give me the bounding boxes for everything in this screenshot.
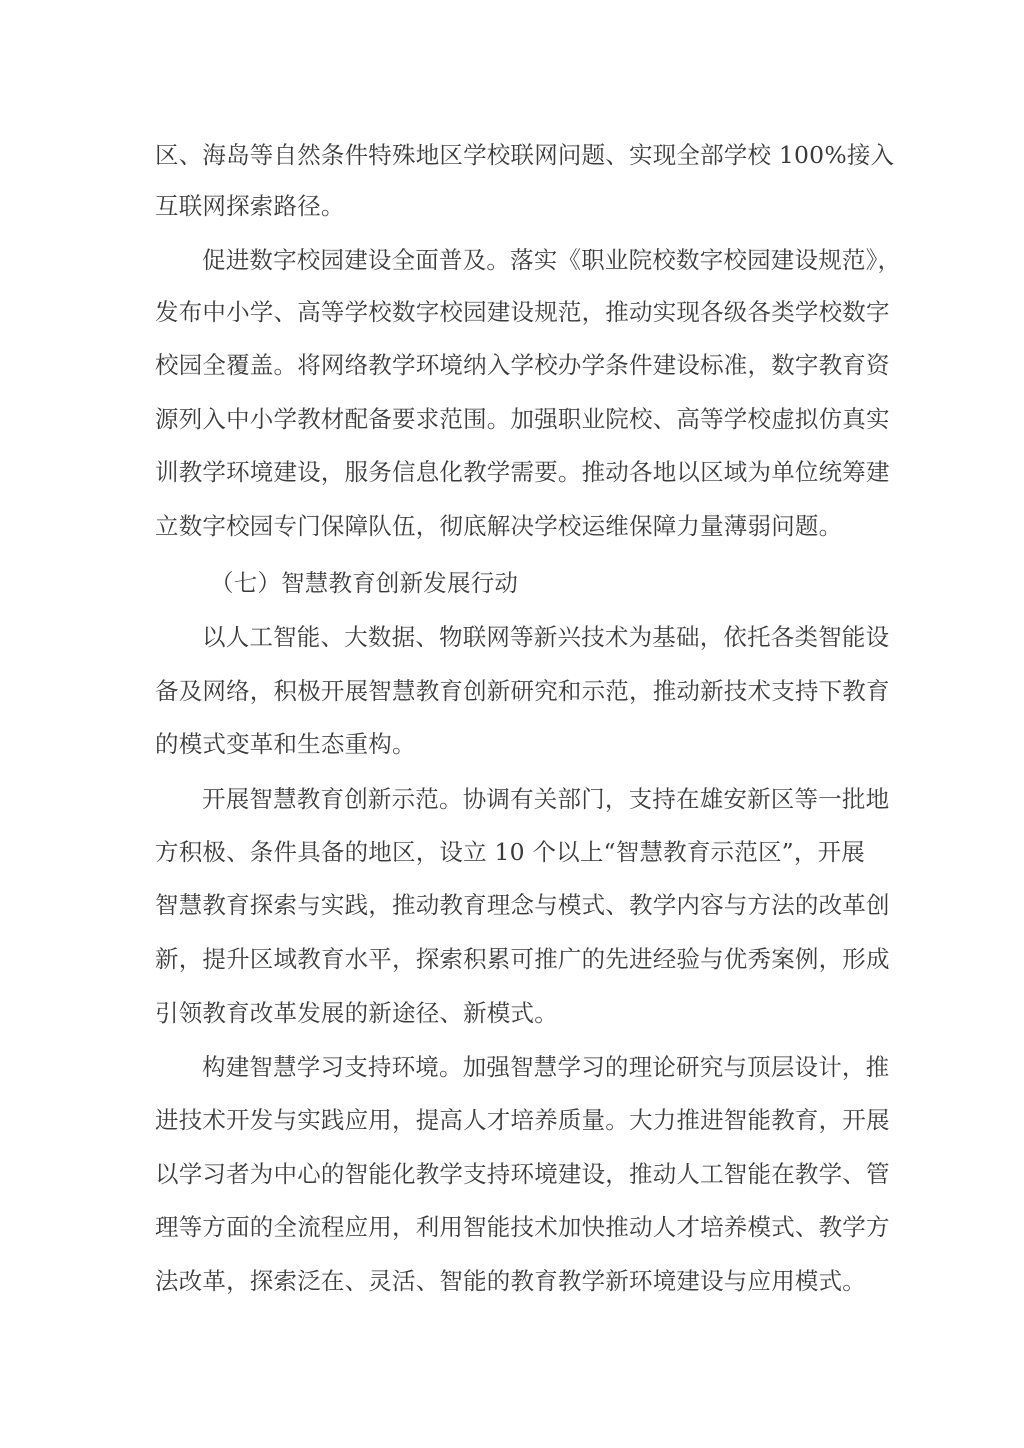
paragraph-start-line: 开展智慧教育创新示范。协调有关部门，支持在雄安新区等一批地 (202, 785, 890, 813)
section-heading: （七）智慧教育创新发展行动 (210, 569, 519, 597)
paragraph-start-line: 以人工智能、大数据、物联网等新兴技术为基础，依托各类智能设 (202, 623, 890, 651)
text-line: 发布中小学、高等学校数字校园建设规范，推动实现各级各类学校数字 (155, 298, 890, 326)
text-line: 的模式变革和生态重构。 (155, 730, 416, 758)
paragraph-start-line: 构建智慧学习支持环境。加强智慧学习的理论研究与顶层设计，推 (202, 1053, 890, 1081)
text-line: 新，提升区域教育水平，探索积累可推广的先进经验与优秀案例，形成 (155, 945, 890, 973)
text-line: 区、海岛等自然条件特殊地区学校联网问题、实现全部学校 100%接入 (155, 141, 895, 169)
text-line: 方积极、条件具备的地区，设立 10 个以上“智慧教育示范区”，开展 (155, 838, 865, 866)
text-line: 校园全覆盖。将网络教学环境纳入学校办学条件建设标准，数字教育资 (155, 351, 890, 379)
text-line: 智慧教育探索与实践，推动教育理念与模式、教学内容与方法的改革创 (155, 891, 890, 919)
paragraph-start-line: 促进数字校园建设全面普及。落实《职业院校数字校园建设规范》， (202, 246, 902, 274)
text-line: 进技术开发与实践应用，提高人才培养质量。大力推进智能教育，开展 (155, 1106, 890, 1134)
text-line: 法改革，探索泛在、灵活、智能的教育教学新环境建设与应用模式。 (155, 1267, 866, 1295)
text-line: 互联网探索路径。 (155, 192, 345, 220)
text-line: 源列入中小学教材配备要求范围。加强职业院校、高等学校虚拟仿真实 (155, 405, 890, 433)
text-line: 训教学环境建设，服务信息化教学需要。推动各地以区域为单位统筹建 (155, 458, 890, 486)
text-line: 备及网络，积极开展智慧教育创新研究和示范，推动新技术支持下教育 (155, 677, 890, 705)
text-line: 以学习者为中心的智能化教学支持环境建设，推动人工智能在教学、管 (155, 1160, 890, 1188)
text-line: 立数字校园专门保障队伍，彻底解决学校运维保障力量薄弱问题。 (155, 512, 843, 540)
text-line: 理等方面的全流程应用，利用智能技术加快推动人才培养模式、教学方 (155, 1213, 890, 1241)
text-line: 引领教育改革发展的新途径、新模式。 (155, 999, 558, 1027)
